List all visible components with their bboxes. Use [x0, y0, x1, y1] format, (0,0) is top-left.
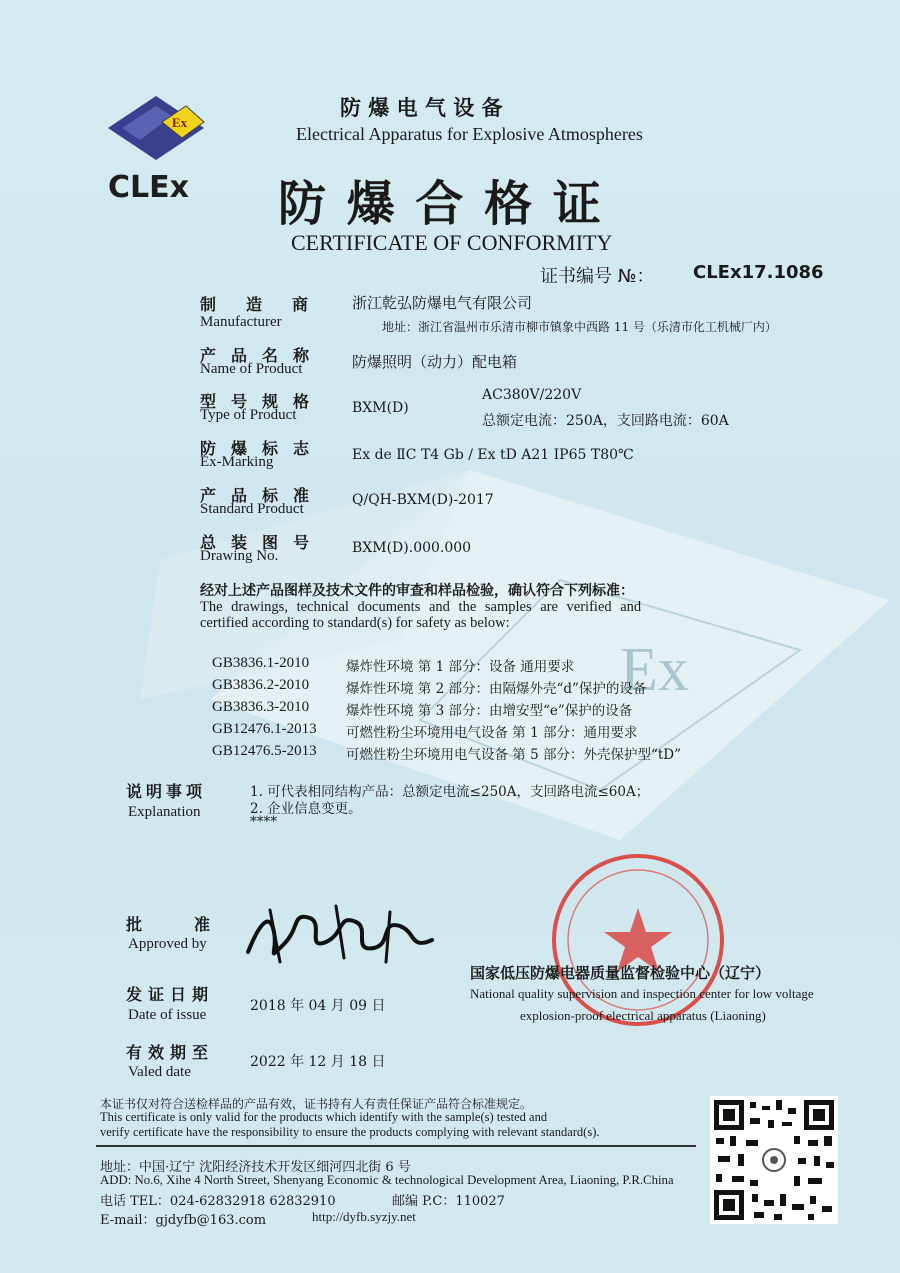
issuer-en-line2: explosion-proof electrical apparatus (Liaoning)	[520, 1008, 766, 1023]
standard-code: GB3836.1-2010	[212, 655, 310, 671]
standard-code: GB3836.2-2010	[212, 677, 310, 693]
verification-en-line1: The drawings, technical documents and the samples are verified and	[200, 599, 642, 615]
drawing-no-label-en: Drawing No.	[200, 548, 279, 564]
issuer-en-line1: National quality supervision and inspection center for low voltage	[470, 986, 814, 1001]
issue-label-en: Date of issue	[128, 1007, 207, 1023]
standard-code: GB12476.5-2013	[212, 743, 317, 759]
product-name-label-cn: 产品名称	[200, 346, 325, 365]
manufacturer-label-en: Manufacturer	[200, 314, 282, 330]
clex-logo-icon	[100, 94, 210, 172]
footer-address-en: ADD: No.6, Xihe 4 North Street, Shenyang Economic & technological Development Area, Liaoning, P.R.China	[100, 1173, 674, 1187]
standard-code: GB12476.1-2013	[212, 721, 317, 737]
product-type-label-cn: 型号规格	[200, 392, 325, 411]
logo-badge-text: Ex	[172, 115, 188, 130]
ex-marking-label-en: Ex-Marking	[200, 454, 274, 470]
title-cn-small: 防 爆 电 气 设 备	[340, 96, 503, 120]
product-name-value: 防爆照明（动力）配电箱	[352, 353, 518, 371]
explanation-line: ****	[250, 814, 277, 830]
verification-en-line2: certified according to standard(s) for safety as below:	[200, 615, 510, 631]
qr-code-icon	[710, 1096, 838, 1224]
standard-desc: 爆炸性环境 第 2 部分：由隔爆外壳“d”保护的设备	[346, 681, 647, 697]
footer-tel: 电话 TEL：024-62832918 62832910	[100, 1194, 336, 1209]
notice-en-line1: This certificate is only valid for the products which identify with the sample(s) tested and	[100, 1110, 548, 1124]
logo-text: CLEx	[108, 170, 189, 205]
standard-desc: 爆炸性环境 第 1 部分：设备 通用要求	[346, 659, 575, 675]
title-cn-big: 防 爆 合 格 证	[278, 176, 603, 232]
signature-icon	[240, 892, 440, 972]
valid-date: 2022 年 12 月 18 日	[250, 1054, 386, 1070]
footer-divider	[96, 1145, 696, 1147]
standard-code: GB3836.3-2010	[212, 699, 310, 715]
cert-no: CLEx17.1086	[693, 262, 824, 283]
drawing-no-label-cn: 总装图号	[200, 533, 325, 552]
footer-website: http://dyfb.syzjy.net	[312, 1209, 416, 1224]
footer-email: E-mail：gjdyfb@163.com	[100, 1213, 267, 1228]
issuer-cn: 国家低压防爆电器质量监督检验中心（辽宁）	[470, 964, 771, 982]
ex-marking-label-cn: 防爆标志	[200, 439, 325, 458]
verification-cn: 经对上述产品图样及技术文件的审查和样品检验，确认符合下列标准：	[200, 583, 634, 599]
standard-product-value: Q/QH-BXM(D)-2017	[352, 492, 494, 508]
issue-label-cn: 发证日期	[126, 985, 215, 1004]
notice-en-line2: verify certificate have the responsibility to ensure the products complying with relevant standard(s).	[100, 1125, 600, 1139]
approved-label-en: Approved by	[128, 936, 207, 952]
ex-marking-value: Ex de ⅡC T4 Gb / Ex tD A21 IP65 T80℃	[352, 447, 634, 463]
explanation-label-en: Explanation	[128, 804, 201, 820]
footer-address-cn: 地址：中国·辽宁 沈阳经济技术开发区细河四北街 6 号	[100, 1160, 411, 1175]
standard-desc: 爆炸性环境 第 3 部分：由增安型“e”保护的设备	[346, 703, 633, 719]
cert-no-label: 证书编号 №：	[540, 266, 655, 287]
explanation-label-cn: 说明事项	[126, 782, 207, 801]
product-type-value: BXM(D)	[352, 400, 409, 416]
standard-product-label-en: Standard Product	[200, 501, 304, 517]
watermark-ex-text: Ex	[620, 636, 689, 704]
product-name-label-en: Name of Product	[200, 361, 303, 377]
issue-date: 2018 年 04 月 09 日	[250, 998, 386, 1014]
official-stamp-icon	[548, 850, 728, 1030]
drawing-no-value: BXM(D).000.000	[352, 540, 472, 556]
product-spec-line1: AC380V/220V	[482, 387, 582, 403]
manufacturer-value: 浙江乾弘防爆电气有限公司	[352, 294, 533, 312]
notice-cn: 本证书仅对符合送检样品的产品有效，证书持有人有责任保证产品符合标准规定。	[100, 1097, 533, 1111]
standard-product-label-cn: 产品标准	[200, 486, 325, 505]
standard-desc: 可燃性粉尘环境用电气设备 第 1 部分：通用要求	[346, 725, 638, 741]
standard-desc: 可燃性粉尘环境用电气设备 第 5 部分：外壳保护型“tD”	[346, 747, 682, 763]
manufacturer-label-cn: 制造商	[200, 295, 339, 314]
footer-postcode: 邮编 P.C：110027	[392, 1194, 505, 1209]
explanation-line: 1. 可代表相同结构产品：总额定电流≤250A，支回路电流≤60A；	[250, 784, 650, 800]
manufacturer-address: 地址：浙江省温州市乐清市柳市镇象中西路 11 号（乐清市化工机械厂内）	[382, 320, 777, 334]
approved-label-cn: 批准	[126, 915, 263, 934]
product-spec-line2: 总额定电流：250A，支回路电流：60A	[482, 413, 729, 429]
title-en-big: CERTIFICATE OF CONFORMITY	[291, 230, 613, 255]
valid-label-cn: 有效期至	[126, 1043, 215, 1062]
title-en-small: Electrical Apparatus for Explosive Atmospheres	[296, 124, 643, 144]
explanation-line: 2. 企业信息变更。	[250, 801, 362, 817]
valid-label-en: Valed date	[128, 1064, 191, 1080]
product-type-label-en: Type of Product	[200, 407, 297, 423]
